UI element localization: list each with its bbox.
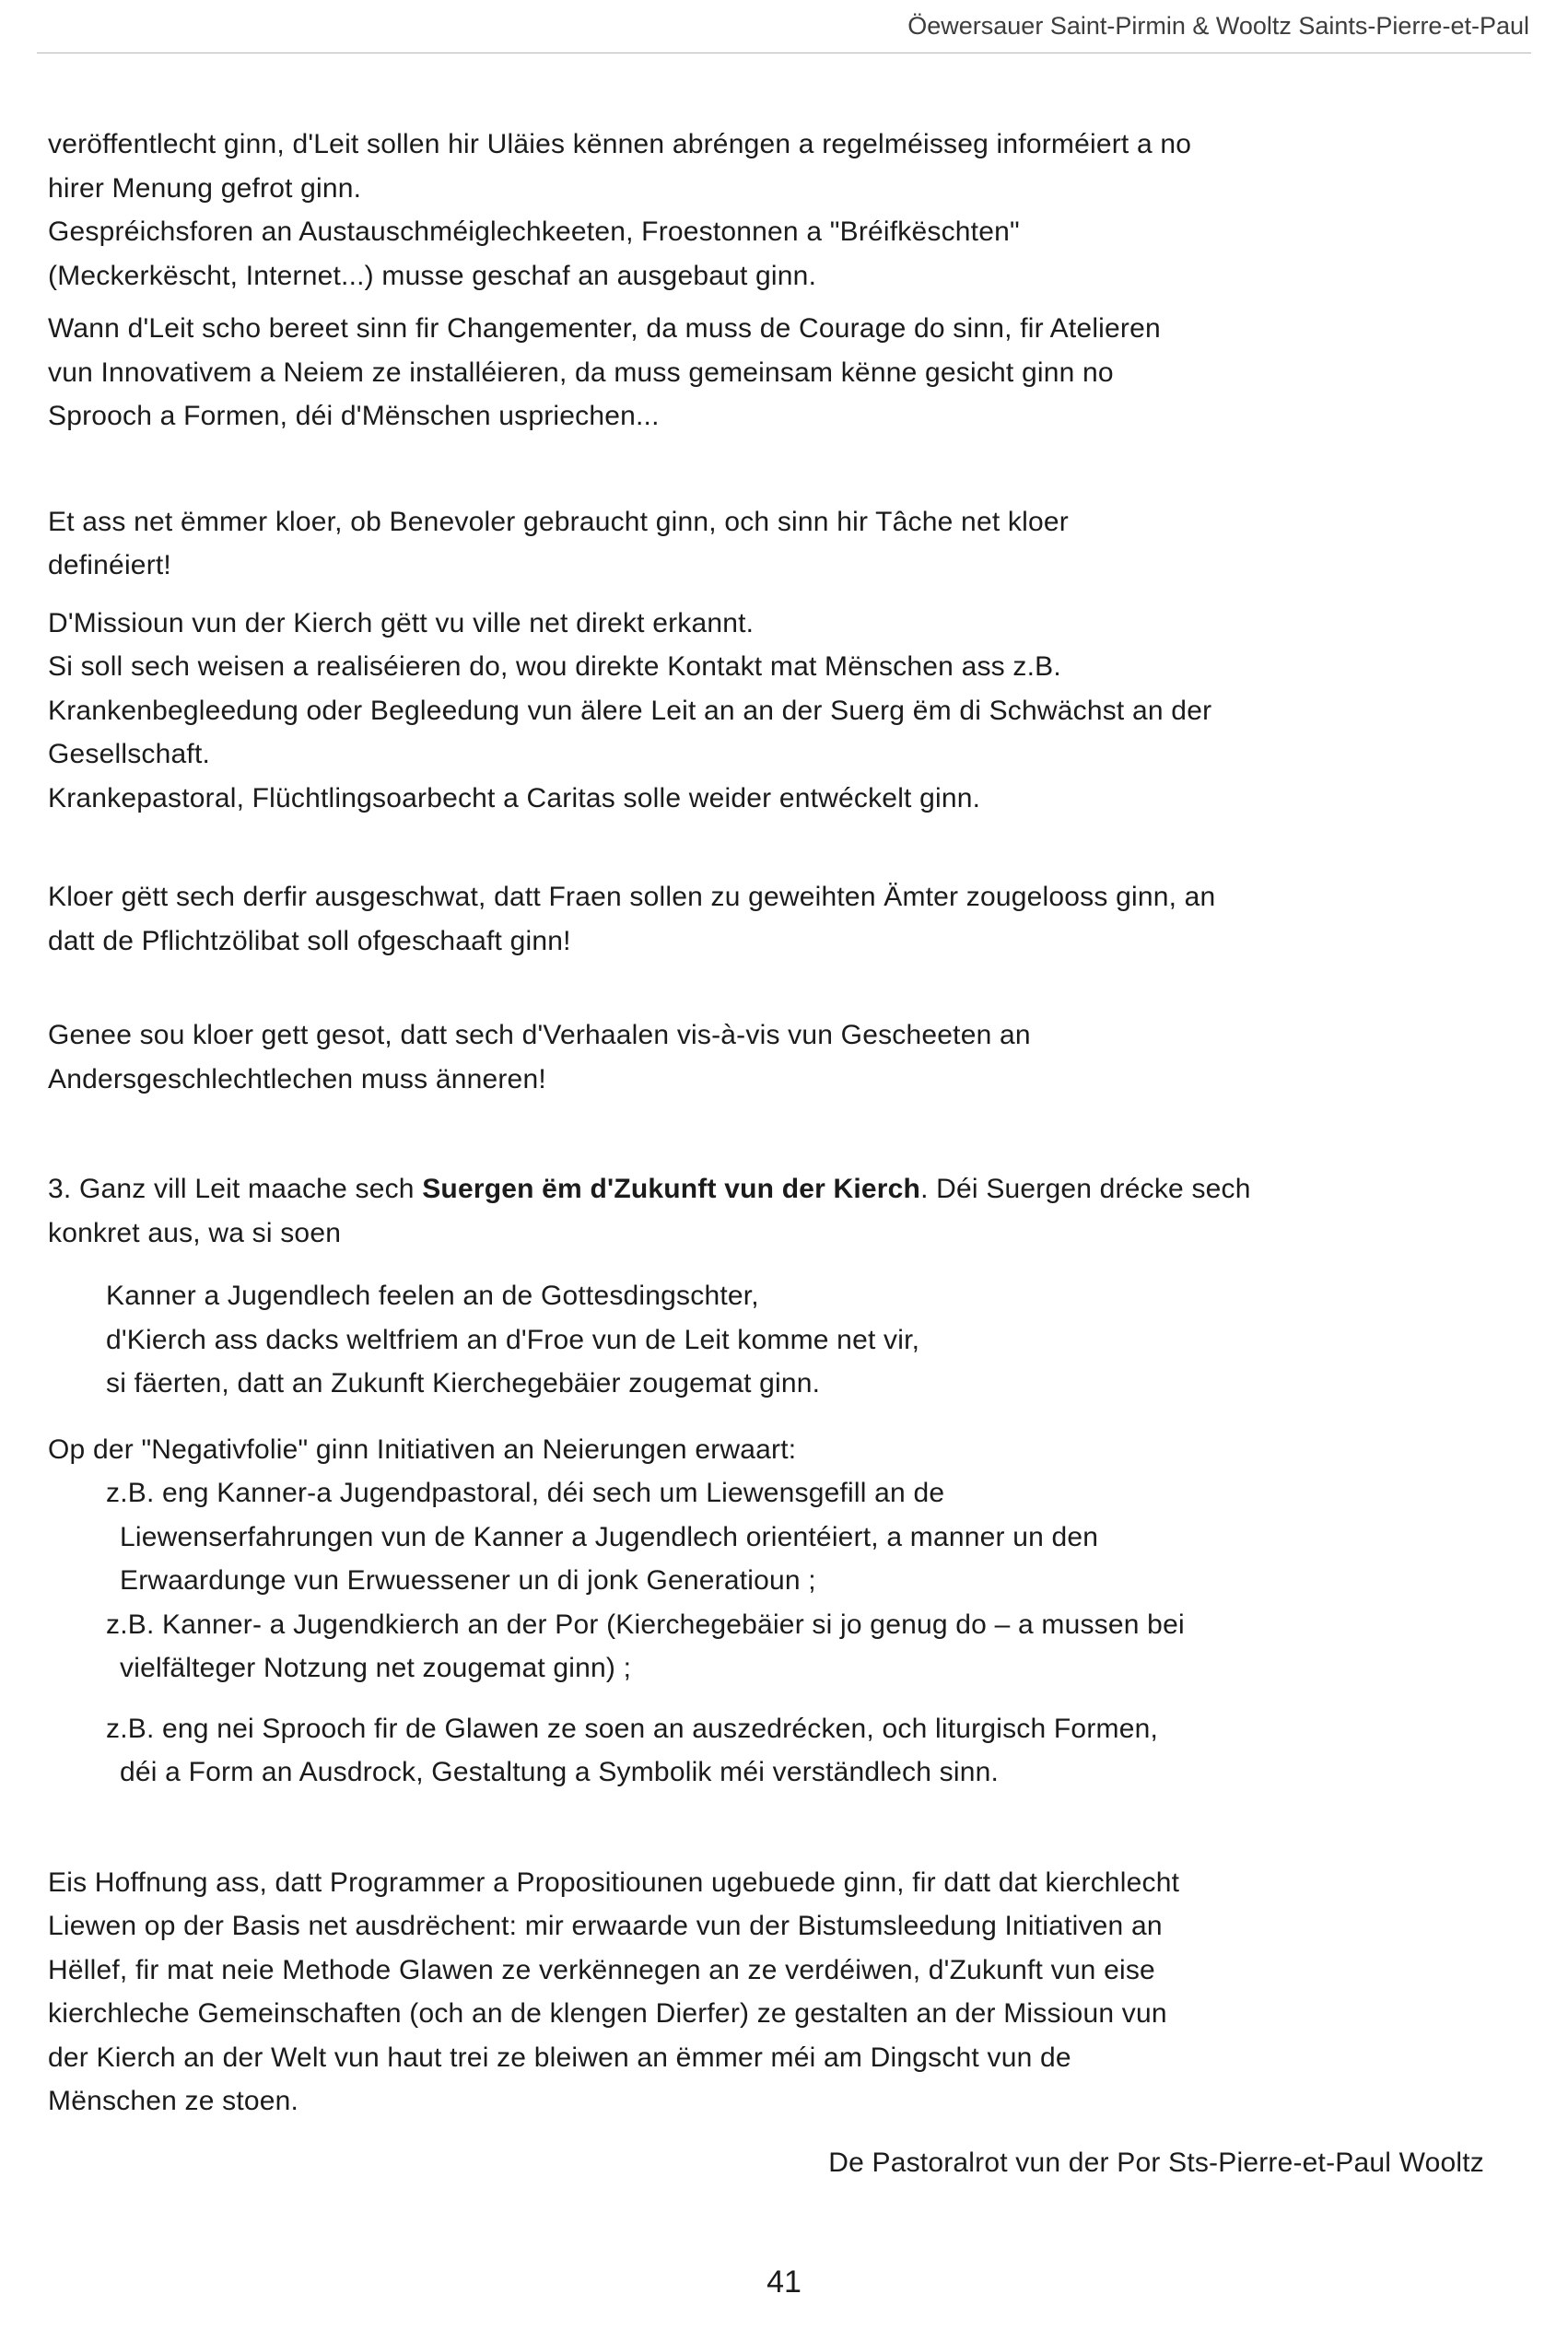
text-line: vielfälteger Notzung net zougemat ginn) ; [120,1653,632,1683]
text-line: D'Missioun vun der Kierch gëtt vu ville net direkt erkannt. [48,607,755,638]
paragraph-publication [48,123,1517,210]
text-line: Erwaardunge vun Erwuessener un di jonk Generatioun ; [120,1565,816,1596]
text-line: Eis Hoffnung ass, datt Programmer a Propositiounen ugebuede ginn, fir datt dat kierchlecht [48,1867,1180,1898]
text-line: veröffentlecht ginn, d'Leit sollen hir Uläies kënnen abréngen a regelméisseg informéiert a no [48,129,1192,159]
paragraph-changementer [48,307,1517,439]
text-line: Liewen op der Basis net ausdrëchent: mir erwaarde vun der Bistumsleedung Initiativen an [48,1911,1163,1941]
text-line: kierchleche Gemeinschaften (och an de klengen Dierfer) ze gestalten an der Missioun vun [48,1998,1167,2029]
text-line: Si soll sech weisen a realiséieren do, wou direkte Kontakt mat Mënschen ass z.B. [48,651,1061,682]
paragraph-zb-list-2 [48,1707,1517,1795]
text-line: z.B. Kanner- a Jugendkierch an der Por (Kierchegebäier si jo genug do – a mussen bei [106,1609,1185,1640]
text-line: z.B. eng nei Sprooch fir de Glawen ze soen an auszedrécken, och liturgisch Formen, [106,1713,1159,1744]
text-line: Krankenbegleedung oder Begleedung vun älere Leit an an der Suerg ëm di Schwächst an der [48,695,1212,726]
text-line: Mënschen ze stoen. [48,2086,299,2116]
text-line: si fäerten, datt an Zukunft Kierchegebäier zougemat ginn. [106,1368,821,1399]
paragraph-quote-block [48,1274,1517,1406]
text-line: Gesellschaft. [48,739,211,769]
text-line: definéiert! [48,550,171,580]
text-line: der Kierch an der Welt vun haut trei ze bleiwen an ëmmer méi am Dingscht vun de [48,2042,1071,2073]
text-line: De Pastoralrot vun der Por Sts-Pierre-et-Paul Wooltz [828,2147,1484,2178]
text-line: Wann d'Leit scho bereet sinn fir Changementer, da muss de Courage do sinn, fir Atelieren [48,313,1161,344]
document-body [48,123,1517,2184]
text-line: Hëllef, fir mat neie Methode Glawen ze verkënnegen an ze verdéiwen, d'Zukunft vun eise [48,1954,1155,1985]
paragraph-missioun [48,602,1517,821]
text-line: hirer Menung gefrot ginn. [48,172,362,204]
text-line: déi a Form an Ausdrock, Gestaltung a Symbolik méi verständlech sinn. [120,1757,1000,1787]
text-line: Gespréichsforen an Austauschméiglechkeeten, Froestonnen a "Bréifkëschten" [48,217,1020,247]
paragraph-signature [48,2141,1517,2185]
text-line: Genee sou kloer gett gesot, datt sech d'Verhaalen vis-à-vis vun Gescheeten an [48,1020,1031,1050]
paragraph-negativfolie [48,1428,1517,1472]
text-line: Et ass net ëmmer kloer, ob Benevoler gebraucht ginn, och sinn hir Tâche net kloer [48,506,1069,537]
paragraph-benevoler [48,500,1517,588]
bold-text-run: Suergen ëm d'Zukunft vun der Kierch [422,1174,921,1204]
text-line: Kloer gëtt sech derfir ausgeschwat, datt Fraen sollen zu geweihten Ämter zougelooss ginn, an [48,882,1216,912]
text-line: vun Innovativem a Neiem ze installéieren, da muss gemeinsam kënne gesicht ginn no [48,357,1114,388]
paragraph-zb-list-1 [48,1471,1517,1691]
paragraph-verhaalen [48,1013,1517,1101]
paragraph-suergen [48,1167,1517,1255]
text-line: datt de Pflichtzölibat soll ofgeschaaft ginn! [48,925,571,956]
text-line: Liewenserfahrungen vun de Kanner a Jugendlech orientéiert, a manner un den [120,1521,1099,1552]
text-line: d'Kierch ass dacks weltfriem an d'Froe vun de Leit komme net vir, [106,1324,920,1355]
text-line: z.B. eng Kanner-a Jugendpastoral, déi sech um Liewensgefill an de [106,1478,945,1508]
text-line: (Meckerkëscht, Internet...) musse geschaf an ausgebaut ginn. [48,260,817,291]
text-line: Krankepastoral, Flüchtlingsoarbecht a Caritas solle weider entwéckelt ginn. [48,782,981,813]
text-run: 3. Ganz vill Leit maache sech [48,1174,423,1204]
text-line: Sprooch a Formen, déi d'Mënschen uspriechen... [48,401,660,431]
page-number: 41 [766,2265,802,2300]
page-header-title: Öewersauer Saint-Pirmin & Wooltz Saints-Pierre-et-Paul [907,12,1529,40]
text-run: . Déi Suergen drécke sech [920,1174,1251,1204]
text-line [48,1167,1517,1211]
paragraph-hoffnung [48,1861,1517,2124]
text-line: konkret aus, wa si soen [48,1217,342,1248]
text-line: Andersgeschlechtlechen muss änneren! [48,1063,546,1094]
paragraph-forums [48,210,1517,298]
text-line: Kanner a Jugendlech feelen an de Gottesdingschter, [106,1281,759,1311]
paragraph-fraen [48,875,1517,963]
text-line: Op der "Negativfolie" ginn Initiativen an Neierungen erwaart: [48,1434,797,1465]
page-header [907,7,1529,44]
